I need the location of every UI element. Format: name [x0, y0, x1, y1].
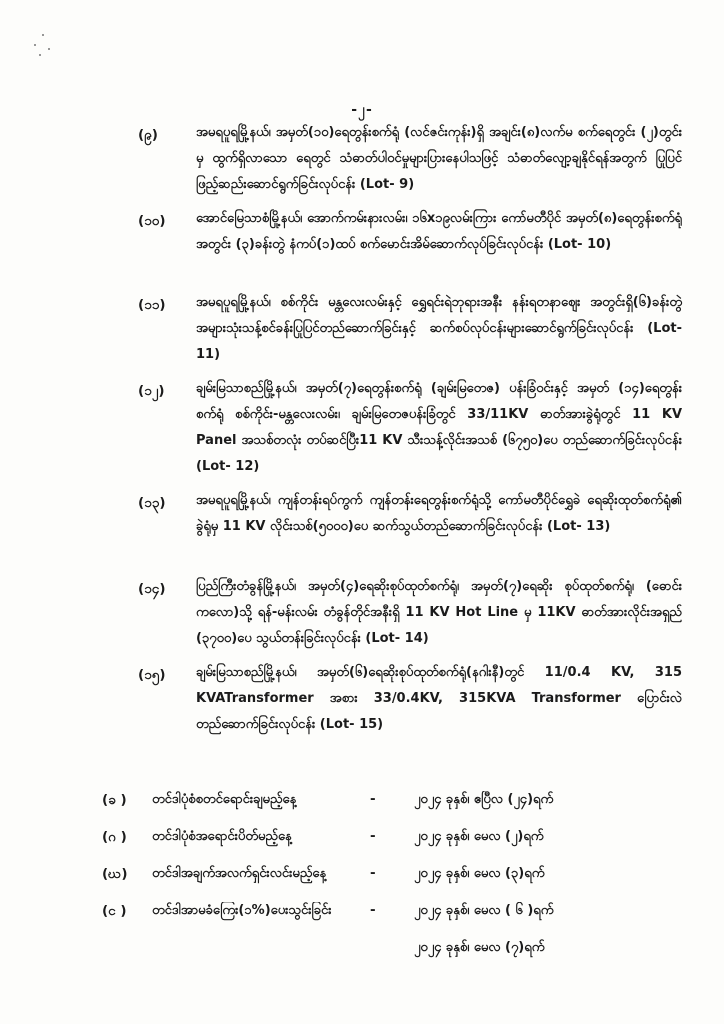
- lot-description: အမရပူရမြို့နယ်၊ ကျန်တန်းရပ်ကွက် ကျန်တန်းရေတွန်းစက်ရုံသို့ ကော်မတီပိုင်ရွှေခဲ ရေဆိုးထုတ်စက်ရုံ၏ ခွဲရုံမှ 11 KV လိုင်းသစ်(၅၀၀၀)ပေ ဆက်သွယ်တည်ဆောက်ခြင်းလုပ်ငန်း (Lot- 13): [196, 493, 682, 534]
- schedule-marker: (ဃ): [102, 866, 128, 882]
- lot-number: (၁၀): [138, 213, 166, 229]
- schedule-dash: -: [370, 791, 376, 807]
- lot-item: [0, 570, 724, 656]
- schedule-row: [0, 822, 724, 859]
- schedule-row: [0, 896, 724, 933]
- schedule-date: ၂၀၂၄ ခုနှစ်၊ မေလ (၇)ရက်: [414, 940, 545, 955]
- schedule-row: [0, 859, 724, 896]
- scan-speck: [42, 34, 44, 36]
- page-number: -၂-: [351, 102, 373, 118]
- schedule-date: ၂၀၂၄ ခုနှစ်၊ မေလ (၂)ရက်: [414, 829, 544, 844]
- scan-speck: [48, 48, 50, 50]
- lot-item: [0, 286, 724, 372]
- schedule-label: တင်ဒါပုံစံစတင်ရောင်းချမည့်နေ့: [152, 792, 297, 807]
- lot-number: (၁၅): [138, 667, 166, 683]
- lot-description: အမရပူရမြို့နယ်၊ အမှတ်(၁၀)ရေတွန်းစက်ရုံ (လင်ဇင်းကုန်း)ရှိ အချင်း(၈)လက်မ စက်ရေတွင်း (၂)တွင်းမှ ထွက်ရှိလာသော ရေတွင် သံဓာတ်ပါဝင်မှုများပြားနေပါသဖြင့် သံဓာတ်လျော့ချနိုင်ရန်အတွက် ပြုပြင်ဖြည့်ဆည်းဆောင်ရွက်ခြင်းလုပ်ငန်း (Lot- 9): [196, 125, 682, 192]
- lot-description: အမရပူရမြို့နယ်၊ စစ်ကိုင်း မန္တလေးလမ်းနှင့် ရွှေရင်းရဲဘုရားအနီး နန်းရတနာဈေး အတွင်းရှိ(၆)ခန်းတွဲ အများသုံးသန့်စင်ခန်းပြုပြင်တည်ဆောက်ခြင်းနှင့် ဆက်စပ်လုပ်ငန်းများဆောင်ရွက်ခြင်းလုပ်ငန်း (Lot- 11): [196, 295, 682, 362]
- scan-specks: [30, 30, 60, 60]
- schedule-label: တင်ဒါပုံစံအရောင်းပိတ်မည့်နေ့: [152, 829, 292, 844]
- schedule-date: ၂၀၂၄ ခုနှစ်၊ ဧပြီလ (၂၄)ရက်: [414, 792, 554, 807]
- scan-speck: [34, 44, 36, 46]
- lot-description: အောင်မြေသာစံမြို့နယ်၊ အောက်ကမ်းနားလမ်း၊ ၁၆x၁၉လမ်းကြား ကော်မတီပိုင် အမှတ်(၈)ရေတွန်းစက်ရုံအတွင်း (၃)ခန်းတွဲ နံကပ်(၁)ထပ် စက်မောင်းအိမ်ဆောက်လုပ်ခြင်းလုပ်ငန်း (Lot- 10): [196, 211, 682, 252]
- tender-schedule: [0, 785, 724, 970]
- lot-number: (၁၄): [138, 581, 166, 597]
- lot-number: (၁၃): [138, 495, 166, 511]
- schedule-marker: (ခ ): [102, 792, 127, 808]
- lot-description: ချမ်းမြသာစည်မြို့နယ်၊ အမှတ်(၆)ရေဆိုးစုပ်ထုတ်စက်ရုံ(နဂါးနီ)တွင် 11/0.4 KV, 315 KVATransformer အစား 33/0.4KV, 315KVA Transformer ပြောင်းလဲတည်ဆောက်ခြင်းလုပ်ငန်း (Lot- 15): [196, 665, 682, 732]
- lot-item: [0, 116, 724, 202]
- lot-description: ချမ်းမြသာစည်မြို့နယ်၊ အမှတ်(၇)ရေတွန်းစက်ရုံ (ချမ်းမြတေဇ) ပန်းခြံဝင်းနှင့် အမှတ် (၁၄)ရေတွန်းစက်ရုံ စစ်ကိုင်း-မန္တလေးလမ်း၊ ချမ်းမြတေဇပန်းခြံတွင် 33/11KV ဓာတ်အားခွဲရုံတွင် 11 KV Panel အသစ်တလုံး တပ်ဆင်ပြီး11 KV သီးသန့်လိုင်းအသစ် (၆၇၅၀)ပေ တည်ဆောက်ခြင်းလုပ်ငန်း (Lot- 12): [196, 381, 682, 474]
- schedule-marker: (ဂ ): [102, 829, 127, 845]
- lot-item: [0, 656, 724, 742]
- schedule-label: တင်ဒါအာမခံကြေး(၁%)ပေးသွင်းခြင်း: [152, 903, 332, 918]
- lot-item: [0, 202, 724, 286]
- lot-number: (၉): [138, 127, 158, 143]
- schedule-date: ၂၀၂၄ ခုနှစ်၊ မေလ ( ၆ )ရက်: [414, 903, 554, 918]
- schedule-dash: -: [370, 828, 376, 844]
- schedule-dash: -: [370, 865, 376, 881]
- lot-list: [0, 116, 724, 742]
- lot-item: [0, 372, 724, 484]
- schedule-row: [0, 785, 724, 822]
- schedule-date: ၂၀၂၄ ခုနှစ်၊ မေလ (၃)ရက်: [414, 866, 545, 881]
- schedule-marker: (င ): [102, 903, 127, 919]
- lot-description: ပြည်ကြီးတံခွန်မြို့နယ်၊ အမှတ်(၄)ရေဆိုးစုပ်ထုတ်စက်ရုံ၊ အမှတ်(၇)ရေဆိုး စုပ်ထုတ်စက်ရုံ၊ (ဓောင်းကလော)သို့ ရန်-မန်းလမ်း တံခွန်တိုင်အနီးရှိ 11 KV Hot Line မှ 11KV ဓာတ်အားလိုင်းအရှည် (၃၇၀၀)ပေ သွယ်တန်းခြင်းလုပ်ငန်း (Lot- 14): [196, 579, 682, 646]
- schedule-row: [0, 933, 724, 970]
- schedule-label: တင်ဒါအချက်အလက်ရှင်းလင်းမည့်နေ့: [152, 866, 327, 881]
- lot-number: (၁၂): [138, 383, 165, 399]
- schedule-dash: -: [370, 902, 376, 918]
- lot-item: [0, 484, 724, 570]
- lot-number: (၁၁): [138, 297, 166, 313]
- scan-speck: [39, 54, 41, 56]
